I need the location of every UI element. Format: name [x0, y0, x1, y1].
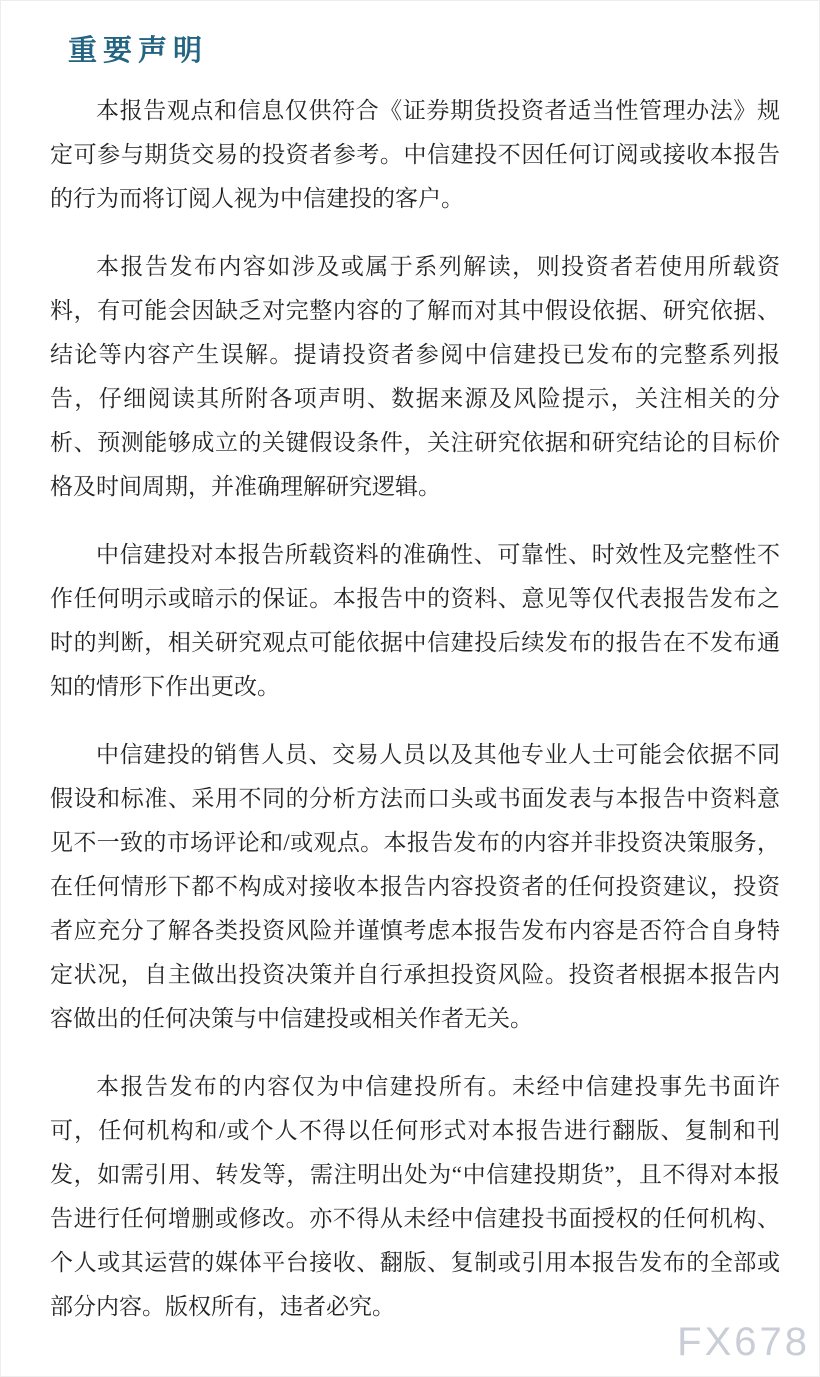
fx678-watermark: FX678: [677, 1320, 810, 1364]
disclaimer-paragraph-4: 中信建投的销售人员、交易人员以及其他专业人士可能会依据不同假设和标准、采用不同的分析方法而口头或书面发表与本报告中资料意见不一致的市场评论和/或观点。本报告发布的内容并非投资决策服务，在任何情形下都不构成对接收本报告内容投资者的任何投资建议，投资者应充分了解各类投资风险并谨慎考虑本报告发布内容是否符合自身特定状况，自主做出投资决策并自行承担投资风险。投资者根据本报告内容做出的任何决策与中信建投或相关作者无关。: [50, 742, 780, 1031]
disclaimer-paragraph-2: 本报告发布内容如涉及或属于系列解读，则投资者若使用所载资料，有可能会因缺乏对完整内容的了解而对其中假设依据、研究依据、结论等内容产生误解。提请投资者参阅中信建投已发布的完整系列报告，仔细阅读其所附各项声明、数据来源及风险提示，关注相关的分析、预测能够成立的关键假设条件，关注研究依据和研究结论的目标价格及时间周期，并准确理解研究逻辑。: [50, 254, 780, 499]
disclaimer-paragraph-1: 本报告观点和信息仅供符合《证券期货投资者适当性管理办法》规定可参与期货交易的投资者参考。中信建投不因任何订阅或接收本报告的行为而将订阅人视为中信建投的客户。: [50, 98, 780, 211]
document-title: 重要声明: [68, 35, 209, 67]
disclaimer-paragraph-5: 本报告发布的内容仅为中信建投所有。未经中信建投事先书面许可，任何机构和/或个人不得以任何形式对本报告进行翻版、复制和刊发，如需引用、转发等，需注明出处为“中信建投期货”，且不得对本报告进行任何增删或修改。亦不得从未经中信建投书面授权的任何机构、个人或其运营的媒体平台接收、翻版、复制或引用本报告发布的全部或部分内容。版权所有，违者必究。: [50, 1074, 780, 1319]
disclaimer-paragraph-3: 中信建投对本报告所载资料的准确性、可靠性、时效性及完整性不作任何明示或暗示的保证。本报告中的资料、意见等仅代表报告发布之时的判断，相关研究观点可能依据中信建投后续发布的报告在不发布通知的情形下作出更改。: [50, 542, 780, 699]
